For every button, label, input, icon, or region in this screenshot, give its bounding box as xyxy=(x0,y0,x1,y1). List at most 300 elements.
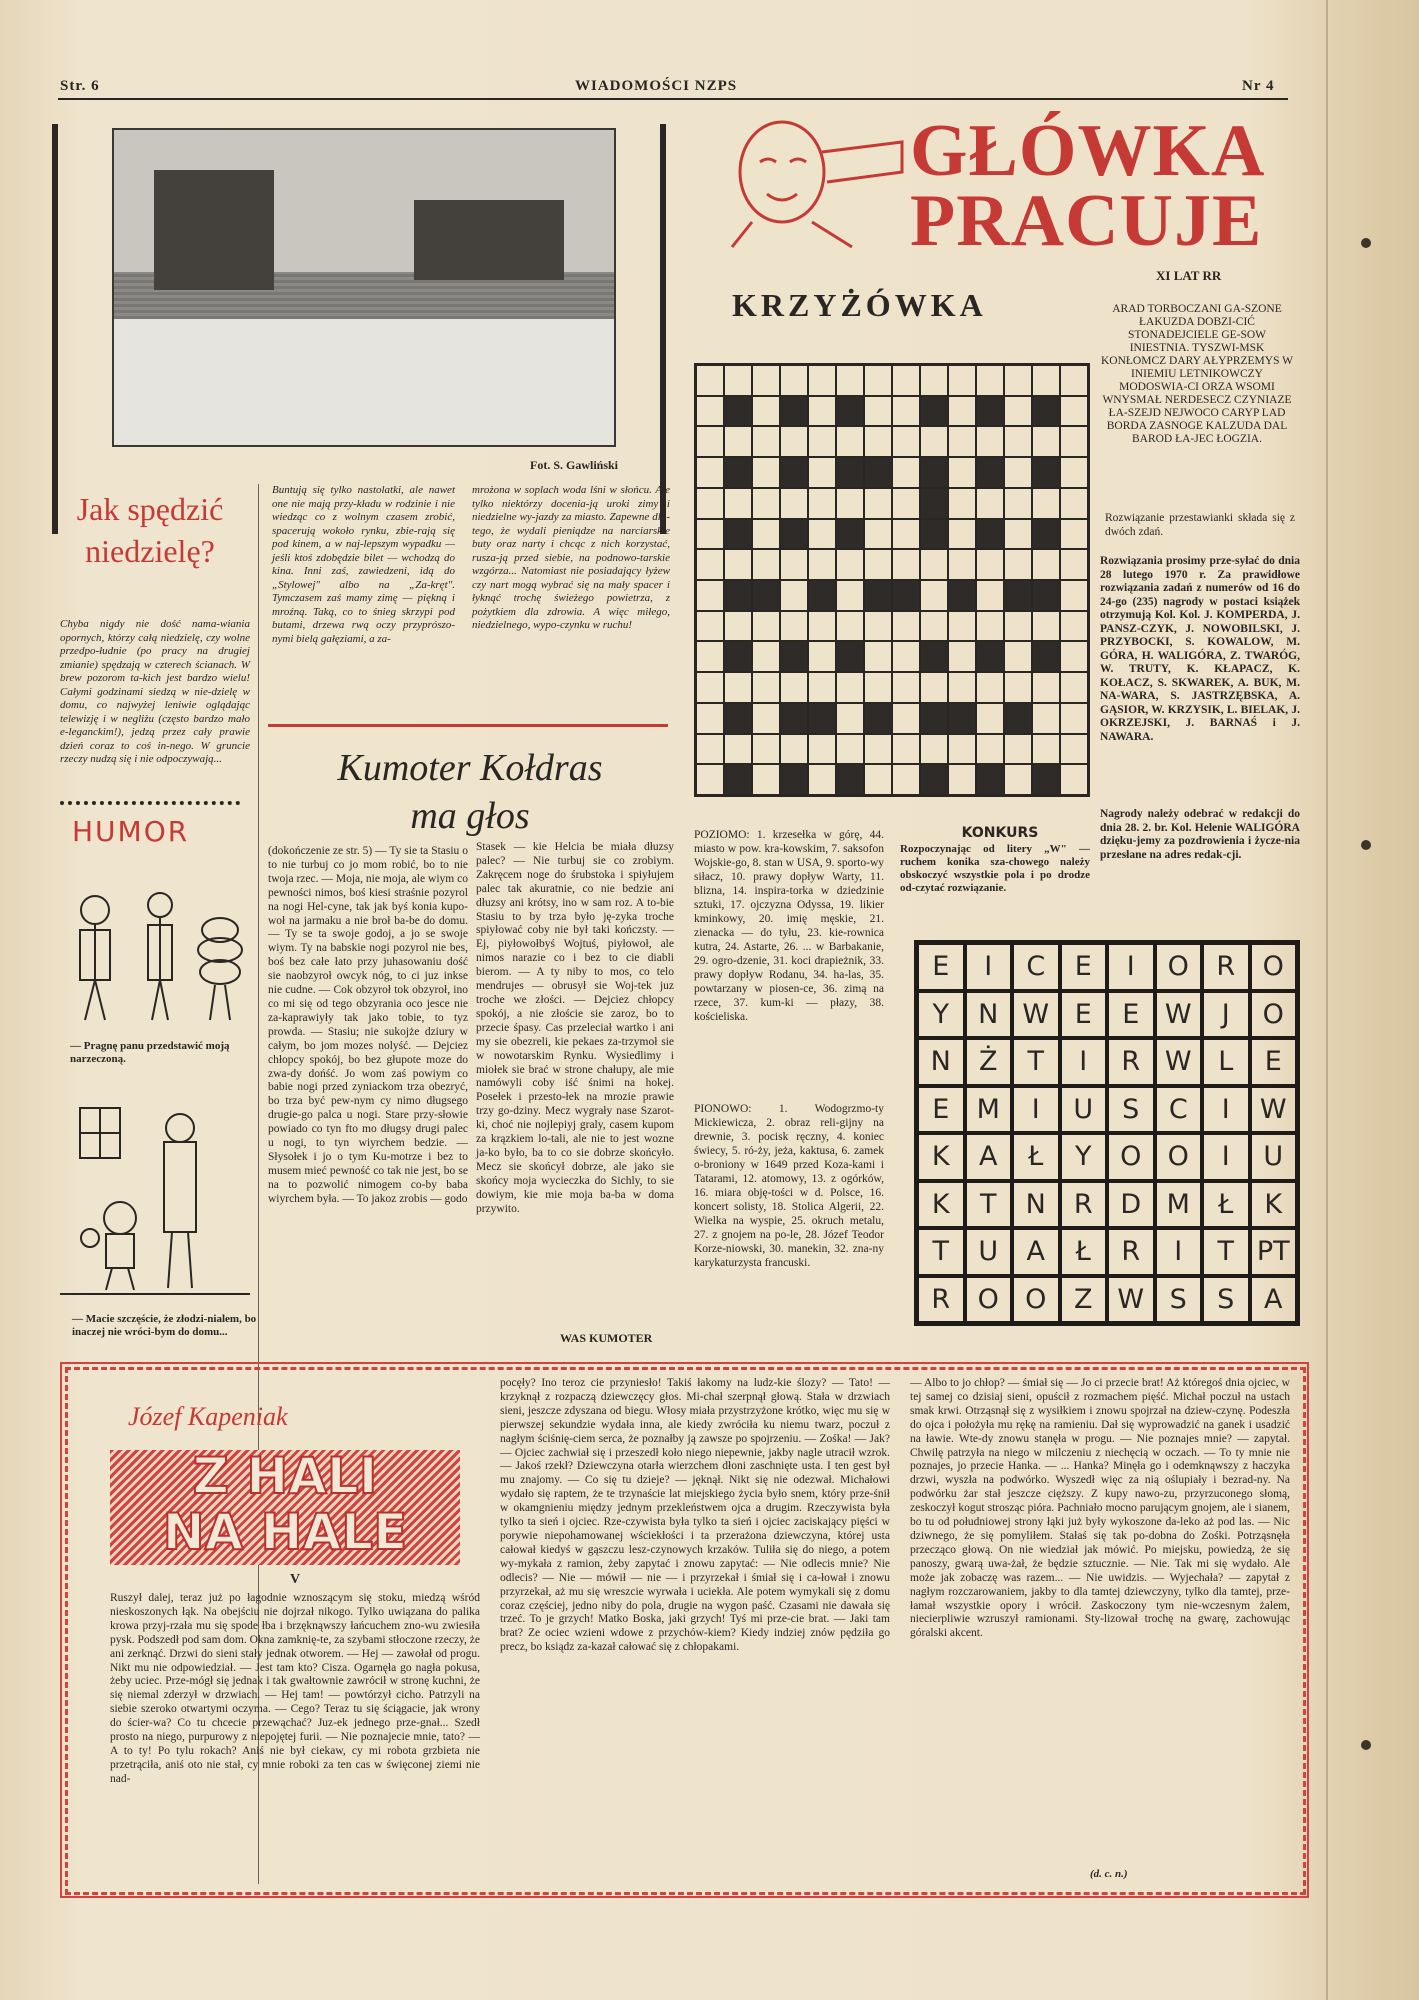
winter-photo xyxy=(112,128,616,447)
letter-cell[interactable]: I xyxy=(1155,1228,1203,1276)
crossword-cell[interactable] xyxy=(836,396,864,427)
crossword-cell[interactable] xyxy=(920,457,948,488)
page-number: Str. 6 xyxy=(60,78,100,94)
crossword-cell[interactable] xyxy=(724,365,752,396)
crossword-cell[interactable] xyxy=(976,764,1004,795)
crossword-cell[interactable] xyxy=(920,672,948,703)
crossword-cell[interactable] xyxy=(948,426,976,457)
crossword-cell[interactable] xyxy=(1032,764,1060,795)
crossword-cell[interactable] xyxy=(808,549,836,580)
crossword-cell[interactable] xyxy=(724,396,752,427)
letter-cell[interactable]: J xyxy=(1202,991,1250,1039)
crossword-cell[interactable] xyxy=(920,426,948,457)
crossword-cell[interactable] xyxy=(892,519,920,550)
story-col3: — Albo to jo chłop? — śmiał się — Jo ci przecie brat! Aż któregoś dnia ojciec, w tej samej co dzisiaj sieni, opuścił z rozmachem pięść. Michał poczuł na ustach smak krwi. Otrząsnął się z wysiłkiem i znowu spojrzał na dziew-czynę. Podeszła do ojca i położyła mu rękę na ramieniu. Dał się wyprowadzić na ganek i usadzić na ławie. Wte-dy znowu stanęła w progu. — Nie poznajes mnie? — zapytał. Chwilę patrzyła na niego w milczeniu z niechęcią w oczach. — To ty mnie nie poznajes, jo przecie Hanka. — ... Hanka? Minęła go i odemknąwszy z haczyka drzwi, wyszła na podwórko. Wyszedł więc za nią oślupiały i bezrad-ny. Na podwórku żar stał jeszcze cięższy. Z kupy nawo-zu, przyrzuconego słomą, zeskoczył kogut strosząc pióra. Pachniało mocno parującym gnojem, ale i sianem, bo tu od południowej strony łąki już były wykoszone da-leko aż pod las. — Nic dziwnego, że się pomyliłem. Stałaś się tak po-dobna do Zośki. Potrząsnęła przecząco głową. On nie wiedział jak mówić. Po miejsku, powiedzą, że się panoszy, gwarą uwa-żał, że będzie sztucznie. — Nie. Tak mi się wydało. Ale może jak zobaczę was razem... — Nie uwidzis. — Wyjechała? — zapytał z nagłym rozczarowaniem, jakby to dla tamtej dziewczyny, tylko dla tamtej, prze-łamał wszystkie opory i wrócił. Zaskoczony tym nie-wczesnym żalem, niecierpliwie wzruszył ramionami. Sty-lizował trochę na gwarę, zachowując góralski akcent. xyxy=(910,1377,1290,1640)
crossword-cell[interactable] xyxy=(1060,519,1088,550)
letter-cell[interactable]: O xyxy=(1012,1276,1060,1324)
letter-cell[interactable]: A xyxy=(965,1133,1013,1181)
issue-number: Nr 4 xyxy=(1242,78,1275,94)
letter-cell[interactable]: E xyxy=(1250,1038,1298,1086)
crossword-cell[interactable] xyxy=(1060,426,1088,457)
crossword-cell[interactable] xyxy=(892,641,920,672)
letter-cell[interactable]: S xyxy=(1202,1276,1250,1324)
letter-cell[interactable]: I xyxy=(1012,1086,1060,1134)
crossword-cell[interactable] xyxy=(724,764,752,795)
crossword-cell[interactable] xyxy=(976,457,1004,488)
crossword-cell[interactable] xyxy=(976,549,1004,580)
kumoter-col1: (dokończenie ze str. 5) — Ty sie ta Stasiu o to nie turbuj co jo mom robić, bo to nie twoja rzec. — Moja, nie moja, ale wiym co pewności nimos, boś kiesi straśnie pozyrol na nogi Hel-cyne, tak jak byś konia kupo-woł na jarmaku a nie broł ba-be do domu. — Ty se ta swoje godoj, a jo se swoje wiym. Ty na babskie nogi pozyrol nie bes, boś bez całe łato przy juhasowaniu dość sie naobzyroł owcyk nóg, to ci juz inkse nie cudne. — Cok obzyroł tok obzyroł, ino co mi się od tego obzyrania oco jesce nie za-kaprawiyły tak jako tobie, to tyz prowda. — Stasiu; nie sukojże dziury w całym, bo jom mozes nolyść. — Dejciez chłopcy spokój, bo bez głupote moze do zwa-dy dońść. Jo wom zaś powiym co babie nogi przed zyniackom trza obezryć, bo trza być pew-nym cy nimo długsego drugie-go palca u nogi. Stare przy-słowie powiado co tyn fto mo długsy drugi palec u nogi, to tyn wiyrchem bedzie. — Słysołek i jo o tym Ku-motrze i bez to musem mieć pewność co tak nie jest, bo se na to pozwolić nimogem co-by baba wiyrchem była. — To jakoz zrobis — godo xyxy=(268,845,468,1205)
crossword-cell[interactable] xyxy=(808,519,836,550)
crossword-cell[interactable] xyxy=(752,365,780,396)
clues-down: PIONOWO: 1. Wodogrzmo-ty Mickiewicza, 2. obraz reli-gijny na drewnie, 3. pocisk ręczny, 4. koniec świecy, 5. ró-ży, jeża, kaktusa, 6. zamek o-broniony w 1649 przed Koza-kami i Tatarami, 12. atomowy, 13. z ogórków, 16. miara obję-tości w d. Polsce, 16. koncert solisty, 18. Stolica Algerii, 22. Wielka na wyspie, 25. okruch metalu, 27. z gnojem na po-le, 28. Józef Teodor Korze-niowski, 30. manekin, 32. zna-ny karykaturzysta francuski. xyxy=(694,1103,884,1269)
header-rule xyxy=(58,98,1288,100)
crossword-cell[interactable] xyxy=(892,549,920,580)
letter-cell[interactable]: Z xyxy=(1060,1276,1108,1324)
crossword-cell[interactable] xyxy=(1032,611,1060,642)
letter-cell[interactable]: Ł xyxy=(1060,1228,1108,1276)
crossword-cell[interactable] xyxy=(724,519,752,550)
humor-title: HUMOR xyxy=(72,815,190,848)
crossword-cell[interactable] xyxy=(1060,580,1088,611)
crossword-cell[interactable] xyxy=(696,396,724,427)
niedziela-col2: Buntują się tylko nastolatki, ale nawet one nie mają przy-kładu w rodzinie i nie wiedząc co z wolnym czasem zrobić, spacerują wokoło rynku, zbie-rają się pod kinem, a w naj-lepszym wypadku — jeśli ktoś zdobędzie bilet — wchodzą do kina. Inni zaś, zawiedzeni, idą do „Stylowej" albo na „Za-kręt". Tymczasem zaś mamy zimę — piękną i mroźną. Taką, co to śnieg skrzypi pod butami, drzewa rwą oczy przyprószo-nymi bielą gałęziami, a za- xyxy=(272,484,455,645)
crossword-cell[interactable] xyxy=(1032,396,1060,427)
crossword-cell[interactable] xyxy=(892,365,920,396)
crossword-cell[interactable] xyxy=(836,703,864,734)
crossword-cell[interactable] xyxy=(696,764,724,795)
crossword-cell[interactable] xyxy=(864,672,892,703)
crossword-grid xyxy=(694,363,1090,797)
crossword-cell[interactable] xyxy=(808,641,836,672)
letter-cell[interactable]: D xyxy=(1107,1181,1155,1229)
crossword-cell[interactable] xyxy=(808,734,836,765)
crossword-cell[interactable] xyxy=(864,641,892,672)
letter-cell[interactable]: A xyxy=(1012,1228,1060,1276)
crossword-cell[interactable] xyxy=(836,611,864,642)
crossword-cell[interactable] xyxy=(780,396,808,427)
letter-cell[interactable]: E xyxy=(1060,991,1108,1039)
letter-cell[interactable]: M xyxy=(1155,1181,1203,1229)
letter-cell[interactable]: R xyxy=(1107,1228,1155,1276)
crossword-cell[interactable] xyxy=(1004,580,1032,611)
letter-cell[interactable]: O xyxy=(1250,943,1298,991)
crossword-cell[interactable] xyxy=(1004,641,1032,672)
crossword-cell[interactable] xyxy=(1004,672,1032,703)
letter-cell[interactable]: W xyxy=(1155,991,1203,1039)
letter-cell[interactable]: Ł xyxy=(1012,1133,1060,1181)
crossword-cell[interactable] xyxy=(976,703,1004,734)
crossword-cell[interactable] xyxy=(780,365,808,396)
newspaper-title: WIADOMOŚCI NZPS xyxy=(575,78,738,94)
crossword-cell[interactable] xyxy=(948,549,976,580)
story-col2: pocęły? Ino teroz cie przyniesło! Takiś łakomy na ludz-kie ślozy? — Tato! — krzyknął z rozpaczą dziewczęcy głos. Mi-chał szerpnął głową. Stała w drzwiach sieni, jeszcze zdyszana od biegu. Włosy miała przystrzyżone krótko, więc mu się w pierwszej sekundzie wydała inna, ale kiedy zwróciła ku niemu twarz, poczuł z nagłym ściśnię-ciem serca, że poznałby ją zawsze po spojrzeniu. — Zośka! — Jak? — Ojciec zachwiał się i przeszedł koło niego niepewnie, jakby nagle utracił wzrok. — Jakoś rzekł? Dziewczyna otarła wierzchem dłoni zaschnięte usta. I ten gest był mu znajomy. — Co się tu dzieje? — jęknął. Nikt się nie odezwał. Michałowi wydało się raptem, że te trzynaście lat miejskiego życia było snem, który prze-śnił w okamgnieniu między jednym przekleństwem ojca a drugim. Rzeczywista była tylko ta sień i ojciec. Rze-czywista była tylko ta sień i ojciec zaciskający pięści w porywie niepohamowanej wściekłości i ta przerażona dziewczyna, której usta całował kiedyś w gąszczu lesz-czynowych krzaków. Tuliła się do niego, a potem wy-mykała z ramion, żeby zapytać i znowu zapytać: — Nie odlecis mnie? Nie odlecis? — Nie — mówił — nie — i przyrzekał i śmiał się i ca-łował i znowu przyrzekał, aż mu się wreszcie wyrwała i uciekła. Ale potem wymykali się z domu coraz częściej, jedno niby do pola, drugie na wygon paść. Czasami nie dawała się trzeć. To je grzych! Matko Boska, jaki grzych! Tyś mi prze-cie brat. — Jaki tam brat? Ze ociec wzieni wdowe z przychów-kiem? Kiedy indziej znów pędziła go precz, bo ksiądz za-kazał całować się z chłopakami. xyxy=(500,1377,890,1654)
crossword-cell[interactable] xyxy=(1060,734,1088,765)
left-border-bar xyxy=(52,124,58,534)
crossword-cell[interactable] xyxy=(920,703,948,734)
crossword-cell[interactable] xyxy=(1032,426,1060,457)
crossword-cell[interactable] xyxy=(1032,703,1060,734)
crossword-cell[interactable] xyxy=(1032,734,1060,765)
crossword-cell[interactable] xyxy=(1032,549,1060,580)
crossword-cell[interactable] xyxy=(808,457,836,488)
crossword-cell[interactable] xyxy=(1060,457,1088,488)
crossword-cell[interactable] xyxy=(920,734,948,765)
crossword-cell[interactable] xyxy=(752,641,780,672)
letter-cell[interactable]: Ł xyxy=(1202,1181,1250,1229)
letter-cell[interactable]: S xyxy=(1107,1086,1155,1134)
letter-cell[interactable]: N xyxy=(917,1038,965,1086)
crossword-cell[interactable] xyxy=(724,734,752,765)
crossword-cell[interactable] xyxy=(752,488,780,519)
crossword-cell[interactable] xyxy=(780,519,808,550)
letter-cell[interactable]: O xyxy=(1107,1133,1155,1181)
crossword-cell[interactable] xyxy=(864,703,892,734)
humor-dots xyxy=(60,801,240,809)
crossword-cell[interactable] xyxy=(1032,641,1060,672)
crossword-cell[interactable] xyxy=(948,764,976,795)
letter-cell[interactable]: U xyxy=(1250,1133,1298,1181)
letter-cell[interactable]: N xyxy=(1012,1181,1060,1229)
crossword-cell[interactable] xyxy=(696,672,724,703)
crossword-cell[interactable] xyxy=(920,365,948,396)
letter-cell[interactable]: S xyxy=(1155,1276,1203,1324)
crossword-cell[interactable] xyxy=(808,611,836,642)
letter-cell[interactable]: R xyxy=(1060,1181,1108,1229)
crossword-cell[interactable] xyxy=(696,734,724,765)
crossword-cell[interactable] xyxy=(948,672,976,703)
crossword-cell[interactable] xyxy=(724,611,752,642)
crossword-cell[interactable] xyxy=(976,672,1004,703)
crossword-cell[interactable] xyxy=(976,365,1004,396)
crossword-cell[interactable] xyxy=(1060,396,1088,427)
crossword-cell[interactable] xyxy=(724,488,752,519)
crossword-cell[interactable] xyxy=(696,703,724,734)
letter-cell[interactable]: A xyxy=(1250,1276,1298,1324)
story-author: Józef Kapeniak xyxy=(128,1402,288,1431)
crossword-cell[interactable] xyxy=(752,549,780,580)
crossword-cell[interactable] xyxy=(1060,672,1088,703)
crossword-cell[interactable] xyxy=(1004,488,1032,519)
letter-cell[interactable]: N xyxy=(965,991,1013,1039)
crossword-cell[interactable] xyxy=(836,519,864,550)
crossword-cell[interactable] xyxy=(1060,764,1088,795)
crossword-cell[interactable] xyxy=(808,365,836,396)
crossword-cell[interactable] xyxy=(864,580,892,611)
konkurs-title: KONKURS xyxy=(961,825,1039,841)
letter-cell[interactable]: T xyxy=(1202,1228,1250,1276)
crossword-cell[interactable] xyxy=(948,641,976,672)
crossword-cell[interactable] xyxy=(724,457,752,488)
crossword-cell[interactable] xyxy=(892,580,920,611)
crossword-cell[interactable] xyxy=(696,641,724,672)
crossword-cell[interactable] xyxy=(864,611,892,642)
crossword-cell[interactable] xyxy=(1004,734,1032,765)
crossword-cell[interactable] xyxy=(752,734,780,765)
crossword-cell[interactable] xyxy=(1060,641,1088,672)
krzyzowka-hint: Rozwiązanie przestawianki składa się z dwóch zdań. xyxy=(1105,512,1295,538)
letter-cell[interactable]: O xyxy=(1155,1133,1203,1181)
crossword-cell[interactable] xyxy=(864,549,892,580)
crossword-cell[interactable] xyxy=(976,396,1004,427)
crossword-cell[interactable] xyxy=(724,580,752,611)
crossword-cell[interactable] xyxy=(752,519,780,550)
crossword-cell[interactable] xyxy=(836,426,864,457)
letter-cell[interactable]: E xyxy=(917,943,965,991)
crossword-cell[interactable] xyxy=(920,580,948,611)
niedziela-col3: mrożona w soplach woda lśni w słońcu. Ale tylko niektórzy docenia-ją uroki zimy i niedzielne wy-jazdy za miasto. Zapewne dla-tego, że wydali pieniądze na narciarskie buty oraz narty i chcąc z nich korzystać, rusza-ją przed siebie, na podnowo-tarskie wzgórza... Natomiast nie posiadający łyżew czy nart mogą wybrać się na mały spacer i łyknąć trochę świeżego powietrza, z pożytkiem dla zdrowia. A więc miłego, niedzielnego, wypo-czynku w ruchu! xyxy=(472,484,670,631)
right-border-bar xyxy=(660,124,666,534)
crossword-cell[interactable] xyxy=(864,396,892,427)
letter-cell[interactable]: M xyxy=(965,1086,1013,1134)
letter-cell[interactable]: E xyxy=(1107,991,1155,1039)
crossword-cell[interactable] xyxy=(864,365,892,396)
letter-cell[interactable]: R xyxy=(917,1276,965,1324)
crossword-cell[interactable] xyxy=(948,365,976,396)
crossword-cell[interactable] xyxy=(752,764,780,795)
krzyzowka-title: KRZYŻÓWKA xyxy=(732,287,987,323)
crossword-cell[interactable] xyxy=(976,611,1004,642)
crossword-cell[interactable] xyxy=(864,488,892,519)
crossword-cell[interactable] xyxy=(780,734,808,765)
letter-cell[interactable]: O xyxy=(1155,943,1203,991)
crossword-cell[interactable] xyxy=(752,611,780,642)
letter-cell[interactable]: I xyxy=(1202,1133,1250,1181)
letter-cell[interactable]: C xyxy=(1012,943,1060,991)
crossword-cell[interactable] xyxy=(1060,365,1088,396)
konkurs-text: Rozpoczynając od litery „W" — ruchem konika sza-chowego należy obskoczyć wszystkie pola i po drodze od-czytać rozwiązanie. xyxy=(900,843,1090,894)
crossword-cell[interactable] xyxy=(1004,764,1032,795)
crossword-cell[interactable] xyxy=(920,488,948,519)
crossword-cell[interactable] xyxy=(920,549,948,580)
letter-cell[interactable]: I xyxy=(1202,1086,1250,1134)
crossword-cell[interactable] xyxy=(780,672,808,703)
crossword-cell[interactable] xyxy=(836,549,864,580)
crossword-cell[interactable] xyxy=(892,764,920,795)
crossword-cell[interactable] xyxy=(752,396,780,427)
letter-cell[interactable]: T xyxy=(917,1228,965,1276)
letter-cell[interactable]: R xyxy=(1107,1038,1155,1086)
crossword-cell[interactable] xyxy=(752,426,780,457)
crossword-cell[interactable] xyxy=(892,426,920,457)
krzyzowka-deadline: Rozwiązania prosimy prze-syłać do dnia 28 lutego 1970 r. Za prawidłowe rozwiązania zadań z numerów od 16 do 24-go (235) nagrody w postaci książek otrzymują Kol. Kol. J. KOMPERDA, J. PANSZ-CZYK, J. NOWOBILSKI, J. PRZYBOCKI, S. KOWALOW, M. GÓRA, H. WALIGÓRA, Z. TWARÓG, W. TRUTY, K. KŁAPACZ, K. KOŁACZ, S. SKWAREK, A. BUK, M. NA-WARA, S. JASTRZĘBSKA, A. GĄSIOR, W. KRZYSIK, L. BIELAK, J. OKRZEJSKI, J. BARNAŚ i J. NAWARA. xyxy=(1100,555,1300,743)
letter-cell[interactable]: K xyxy=(917,1133,965,1181)
crossword-cell[interactable] xyxy=(808,488,836,519)
letter-cell[interactable]: E xyxy=(917,1086,965,1134)
letter-cell[interactable]: K xyxy=(1250,1181,1298,1229)
crossword-cell[interactable] xyxy=(948,703,976,734)
crossword-cell[interactable] xyxy=(1060,703,1088,734)
crossword-cell[interactable] xyxy=(836,488,864,519)
crossword-cell[interactable] xyxy=(976,488,1004,519)
crossword-cell[interactable] xyxy=(920,519,948,550)
crossword-cell[interactable] xyxy=(780,549,808,580)
crossword-cell[interactable] xyxy=(892,488,920,519)
kumoter-signature: WAS KUMOTER xyxy=(560,1331,653,1345)
crossword-cell[interactable] xyxy=(696,519,724,550)
letter-cell[interactable]: I xyxy=(965,943,1013,991)
crossword-cell[interactable] xyxy=(864,764,892,795)
crossword-cell[interactable] xyxy=(780,641,808,672)
crossword-cell[interactable] xyxy=(892,703,920,734)
crossword-cell[interactable] xyxy=(836,641,864,672)
crossword-cell[interactable] xyxy=(976,519,1004,550)
crossword-cell[interactable] xyxy=(752,580,780,611)
crossword-cell[interactable] xyxy=(864,734,892,765)
crossword-cell[interactable] xyxy=(1032,365,1060,396)
letter-cell[interactable]: L xyxy=(1202,1038,1250,1086)
crossword-cell[interactable] xyxy=(1004,611,1032,642)
crossword-cell[interactable] xyxy=(892,457,920,488)
crossword-cell[interactable] xyxy=(1004,519,1032,550)
crossword-cell[interactable] xyxy=(976,641,1004,672)
letter-cell[interactable]: Y xyxy=(1060,1133,1108,1181)
crossword-cell[interactable] xyxy=(836,580,864,611)
letter-cell[interactable]: W xyxy=(1155,1038,1203,1086)
crossword-cell[interactable] xyxy=(892,396,920,427)
crossword-cell[interactable] xyxy=(948,396,976,427)
crossword-cell[interactable] xyxy=(724,672,752,703)
letter-cell[interactable]: I xyxy=(1107,943,1155,991)
crossword-cell[interactable] xyxy=(1060,488,1088,519)
crossword-cell[interactable] xyxy=(724,703,752,734)
crossword-cell[interactable] xyxy=(780,488,808,519)
crossword-cell[interactable] xyxy=(1032,457,1060,488)
story-chapter: V xyxy=(290,1572,301,1587)
kumoter-col2: Stasek — kie Helcia be miała dłuzsy palec? — Nie turbuj sie co zrobiym. Zakręcem noge do śrubstoka i spiyłujem palec tak akuratnie, co nie bedzie ani dłuzsy ani krótsy, ino w sam roz. A to-bie Stasiu to by trza było ję-zyka troche spiyłować coby nie był taki kończsty. — Ej, piyłowołbyś Wojtuś, piyłowoł, ale nimos narazie co i bez to cie diabli bierom. — A ty niby to mos, co telo mendrujes — obrusył sie Woj-tek juz troche we złości. — Dejciez chłopcy spokój, a nie złoście sie zaroz, bo to przecie śpasy. Cas przeleciał wartko i ani my sie obezreli, kie pekaes za-trzymoł sie w nowotarskim Rynku. Wysiedlimy i miołek sie brać w strone chałupy, ale mie namówyli coby iść śnimi na hokej. Posełek i przesto-łek na mrozie prawie trzy go-dziny. Mecz wygrały nase Szarot-ki, choć nie nojlepiyj graly, casem kupom za krązkiem lo-tali, ale nie to jest wozne ja-ko było, ba to co sie dobrze skońcyło. Mecz sie skońcył dobrze, ale jako sie skońcy moja wycieczka do Sichly, to sie dowiym, kie mie moja ba-ba w doma przywito. xyxy=(476,841,674,1215)
letter-cell[interactable]: O xyxy=(1250,991,1298,1039)
crossword-cell[interactable] xyxy=(948,519,976,550)
knight-move-letter-grid xyxy=(914,940,1300,1326)
crossword-cell[interactable] xyxy=(724,549,752,580)
head-cartoon-icon xyxy=(712,112,912,252)
crossword-cell[interactable] xyxy=(864,457,892,488)
binder-hole xyxy=(1361,238,1371,248)
humor-cartoon-1 xyxy=(60,870,250,1040)
crossword-cell[interactable] xyxy=(808,672,836,703)
crossword-cell[interactable] xyxy=(1004,703,1032,734)
letter-cell[interactable]: PT xyxy=(1250,1228,1298,1276)
crossword-cell[interactable] xyxy=(808,580,836,611)
letter-cell[interactable]: T xyxy=(965,1181,1013,1229)
crossword-cell[interactable] xyxy=(976,426,1004,457)
crossword-cell[interactable] xyxy=(864,426,892,457)
letter-cell[interactable]: K xyxy=(917,1181,965,1229)
crossword-cell[interactable] xyxy=(836,672,864,703)
crossword-cell[interactable] xyxy=(696,457,724,488)
crossword-cell[interactable] xyxy=(1032,672,1060,703)
crossword-cell[interactable] xyxy=(808,764,836,795)
crossword-cell[interactable] xyxy=(808,703,836,734)
crossword-cell[interactable] xyxy=(920,396,948,427)
crossword-cell[interactable] xyxy=(696,611,724,642)
letter-cell[interactable]: I xyxy=(1060,1038,1108,1086)
crossword-cell[interactable] xyxy=(1004,457,1032,488)
crossword-cell[interactable] xyxy=(948,734,976,765)
letter-cell[interactable]: W xyxy=(1012,991,1060,1039)
crossword-cell[interactable] xyxy=(780,703,808,734)
crossword-cell[interactable] xyxy=(836,457,864,488)
crossword-cell[interactable] xyxy=(752,457,780,488)
crossword-cell[interactable] xyxy=(892,734,920,765)
niedziela-col1: Chyba nigdy nie dość nama-wiania opornych, którzy całą niedzielę, czy wolne przedpo-łudnie (po pracy na drugiej zmianie) spędzają w czterech ścianach. W brew pozorom ta-kich jest bardzo wielu! Całymi godzinami siedzą w nie-dzielę w domu, co najwyżej leniwie oglądając telewizję i w negliżu (często bardzo mało e-leganckim!), jedzą przez cały prawie dzień coraz to coś in-nego. W gruncie rzeczy nudzą się i nie odpoczywają... xyxy=(60,618,250,765)
crossword-cell[interactable] xyxy=(948,611,976,642)
crossword-cell[interactable] xyxy=(836,734,864,765)
crossword-cell[interactable] xyxy=(948,457,976,488)
crossword-cell[interactable] xyxy=(808,426,836,457)
letter-cell[interactable]: R xyxy=(1202,943,1250,991)
crossword-cell[interactable] xyxy=(696,488,724,519)
crossword-cell[interactable] xyxy=(696,580,724,611)
letter-cell[interactable]: W xyxy=(1250,1086,1298,1134)
letter-cell[interactable]: U xyxy=(1060,1086,1108,1134)
crossword-cell[interactable] xyxy=(836,365,864,396)
letter-cell[interactable]: Ż xyxy=(965,1038,1013,1086)
crossword-cell[interactable] xyxy=(780,457,808,488)
crossword-cell[interactable] xyxy=(1004,426,1032,457)
crossword-cell[interactable] xyxy=(724,641,752,672)
crossword-cell[interactable] xyxy=(948,488,976,519)
crossword-cell[interactable] xyxy=(1032,488,1060,519)
crossword-cell[interactable] xyxy=(864,519,892,550)
crossword-cell[interactable] xyxy=(920,641,948,672)
crossword-cell[interactable] xyxy=(724,426,752,457)
crossword-cell[interactable] xyxy=(752,672,780,703)
crossword-cell[interactable] xyxy=(752,703,780,734)
crossword-cell[interactable] xyxy=(780,426,808,457)
crossword-cell[interactable] xyxy=(920,764,948,795)
letter-cell[interactable]: E xyxy=(1060,943,1108,991)
crossword-cell[interactable] xyxy=(780,764,808,795)
crossword-cell[interactable] xyxy=(1004,396,1032,427)
red-divider xyxy=(268,724,668,727)
crossword-cell[interactable] xyxy=(1032,519,1060,550)
letter-cell[interactable]: O xyxy=(965,1276,1013,1324)
crossword-cell[interactable] xyxy=(696,426,724,457)
binder-hole xyxy=(1361,1740,1371,1750)
page-edge xyxy=(1326,0,1328,2000)
crossword-cell[interactable] xyxy=(780,580,808,611)
clues-across: POZIOMO: 1. krzesełka w górę, 44. miasto w pow. kra-kowskim, 7. saksofon Wojskie-go, 8. stan w USA, 9. sporto-wy siłacz, 10. prawy dopływ Warty, 11. blizna, 14. inspira-torka w dziedzinie sztuki, 17. ojczyzna Odyssa, 19. likier kminkowy, 20. imię męskie, 21. zienacka — do tyłu, 23. kie-rownica kutra, 24. Astarte, 26. ... w Barbakanie, 29. ogro-dzenie, 31. koci drapieżnik, 33. prawy dopływ Rodanu, 34. ha-las, 35. powtarzany w piosen-ce, 36. zimą na rzece, 37. kum-ki — płazy, 38. kościeliska. xyxy=(694,829,884,1023)
crossword-cell[interactable] xyxy=(948,580,976,611)
letter-cell[interactable]: U xyxy=(965,1228,1013,1276)
glowka-subtitle: XI LAT RR xyxy=(1156,268,1222,283)
crossword-cell[interactable] xyxy=(976,580,1004,611)
letter-cell[interactable]: T xyxy=(1012,1038,1060,1086)
crossword-cell[interactable] xyxy=(696,365,724,396)
letter-cell[interactable]: Y xyxy=(917,991,965,1039)
crossword-cell[interactable] xyxy=(1060,611,1088,642)
letter-cell[interactable]: C xyxy=(1155,1086,1203,1134)
crossword-cell[interactable] xyxy=(892,611,920,642)
letter-cell[interactable]: W xyxy=(1107,1276,1155,1324)
crossword-cell[interactable] xyxy=(1004,365,1032,396)
crossword-cell[interactable] xyxy=(976,734,1004,765)
crossword-cell[interactable] xyxy=(780,611,808,642)
krzyzowka-puzzle-text: ARAD TORBOCZANI GA-SZONE ŁAKUZDA DOBZI-CIĆ STONADEJCIELE GE-SOW INIESTNIA. TYSZWI-MSK KONŁOMCZ DARY AŁYPRZEMYS W INIEMIU LETNIKOWCZY MODOSWIA-CI ORZA WSOMI WNYSMAŁ NERDESECZ CZYNIAZE ŁA-SZEJD NEJWOCO CARYP LAD BORDA ZASNOGE KALZUDA DAL BAROD ŁA-JEC ŁOGZIA. xyxy=(1100,303,1293,445)
humor-caption-2: — Macie szczęście, że złodzi-nialem, bo inaczej nie wróci-bym do domu... xyxy=(72,1313,257,1338)
niedziela-title: Jak spędzić niedzielę? xyxy=(76,491,224,569)
krzyzowka-prize-note: Nagrody należy odebrać w redakcji do dnia 28. 2. br. Kol. Helenie WALIGÓRA dzięku-jemy za pozdrowienia i życze-nia przesłane na adres redak-cji. xyxy=(1100,808,1300,861)
crossword-cell[interactable] xyxy=(1060,549,1088,580)
humor-caption-1: — Pragnę panu przedstawić moją narzeczoną. xyxy=(70,1040,230,1065)
crossword-cell[interactable] xyxy=(920,611,948,642)
crossword-cell[interactable] xyxy=(808,396,836,427)
crossword-cell[interactable] xyxy=(1032,580,1060,611)
crossword-cell[interactable] xyxy=(696,549,724,580)
crossword-cell[interactable] xyxy=(1004,549,1032,580)
crossword-cell[interactable] xyxy=(836,764,864,795)
crossword-cell[interactable] xyxy=(892,672,920,703)
